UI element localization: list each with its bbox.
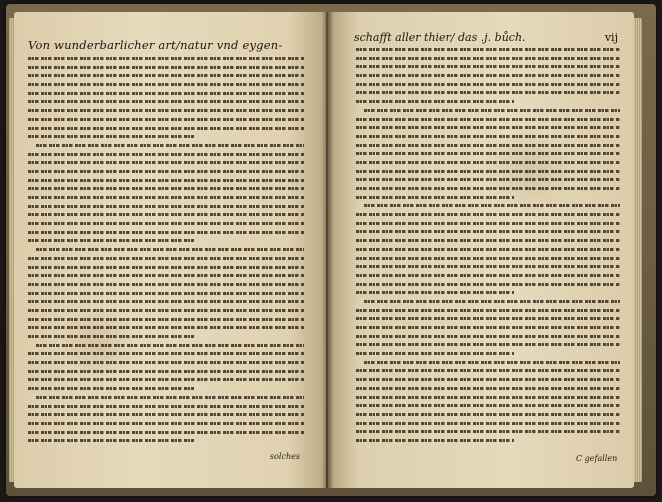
text-line-ink [356, 326, 620, 329]
text-line-ink [28, 274, 304, 277]
text-line [356, 71, 620, 80]
text-line [356, 227, 620, 236]
text-line-ink [28, 335, 194, 338]
text-line [28, 306, 304, 315]
text-line [28, 297, 304, 306]
text-line-ink [356, 135, 620, 138]
text-line-ink [356, 369, 620, 372]
text-line [28, 202, 304, 211]
text-line [356, 366, 620, 375]
text-line [28, 419, 304, 428]
text-line-ink [36, 344, 304, 347]
text-line-ink [356, 118, 620, 121]
text-line [28, 97, 304, 106]
text-line [356, 419, 620, 428]
text-line [28, 158, 304, 167]
text-line-ink [364, 109, 620, 112]
text-line-ink [356, 404, 620, 407]
text-line-ink [356, 239, 620, 242]
text-line-ink [356, 144, 620, 147]
text-line [356, 62, 620, 71]
text-line-ink [356, 291, 514, 294]
text-line-ink [356, 48, 620, 51]
right-running-head-text: schafft aller thier/ das .j. bůch. [354, 31, 526, 44]
text-line-ink [356, 387, 620, 390]
text-line [356, 384, 620, 393]
text-line [356, 175, 620, 184]
text-line-ink [364, 300, 620, 303]
text-line [356, 115, 620, 124]
text-line [356, 280, 620, 289]
text-line [356, 210, 620, 219]
text-line [356, 427, 620, 436]
folio-number: vij [604, 31, 618, 44]
text-line [356, 149, 620, 158]
text-line-ink [28, 422, 304, 425]
left-running-head: Von wunderbarlicher art/natur vnd eygen- [28, 38, 283, 52]
text-line [28, 236, 304, 245]
text-line-ink [356, 248, 620, 251]
text-line [28, 341, 304, 350]
text-line-ink [28, 161, 304, 164]
text-line-ink [356, 317, 620, 320]
text-line [28, 80, 304, 89]
text-line [28, 176, 304, 185]
text-line [356, 201, 620, 210]
text-line [356, 262, 620, 271]
text-line [28, 375, 304, 384]
text-line-ink [28, 187, 304, 190]
text-line-ink [28, 413, 304, 416]
text-line [356, 323, 620, 332]
text-line-ink [28, 109, 304, 112]
text-line [28, 393, 304, 402]
left-catchword: solches [270, 452, 300, 461]
text-line-ink [356, 413, 620, 416]
text-line [28, 132, 304, 141]
text-line [356, 97, 620, 106]
text-line [356, 236, 620, 245]
text-line [28, 106, 304, 115]
text-line [28, 315, 304, 324]
text-line-ink [356, 100, 514, 103]
text-line [28, 289, 304, 298]
text-line-ink [356, 83, 620, 86]
text-line-ink [28, 431, 304, 434]
text-line [28, 254, 304, 263]
text-line-ink [356, 213, 620, 216]
text-line-ink [36, 144, 304, 147]
text-line-ink [356, 161, 620, 164]
text-line [356, 167, 620, 176]
text-line-ink [356, 335, 620, 338]
text-line-ink [28, 231, 304, 234]
text-line-ink [28, 283, 304, 286]
text-line-ink [28, 92, 304, 95]
text-line [356, 375, 620, 384]
text-line-ink [28, 196, 304, 199]
text-line-ink [28, 118, 304, 121]
text-line [28, 428, 304, 437]
text-line [28, 219, 304, 228]
text-line-ink [28, 222, 304, 225]
text-line [356, 332, 620, 341]
text-line [356, 45, 620, 54]
text-line [356, 297, 620, 306]
right-page-edges [634, 18, 642, 482]
text-line [356, 54, 620, 63]
left-text-block [28, 54, 304, 446]
text-line [356, 349, 620, 358]
text-line [28, 124, 304, 133]
text-line [356, 80, 620, 89]
text-line-ink [356, 309, 620, 312]
text-line-ink [28, 57, 304, 60]
text-line-ink [356, 422, 620, 425]
text-line-ink [356, 126, 620, 129]
text-line [28, 150, 304, 159]
text-line-ink [356, 439, 514, 442]
text-line-ink [28, 439, 194, 442]
text-line-ink [28, 266, 304, 269]
text-line [28, 210, 304, 219]
text-line [356, 271, 620, 280]
text-line-ink [28, 309, 304, 312]
text-line [28, 193, 304, 202]
text-line [28, 184, 304, 193]
text-line [28, 167, 304, 176]
text-line-ink [364, 204, 620, 207]
text-line-ink [356, 187, 620, 190]
text-line-ink [28, 153, 304, 156]
text-line [356, 141, 620, 150]
text-line [28, 115, 304, 124]
text-line-ink [356, 396, 620, 399]
text-line-ink [356, 274, 620, 277]
text-line-ink [28, 83, 304, 86]
text-line-ink [36, 396, 304, 399]
text-line-ink [356, 170, 620, 173]
text-line-ink [36, 248, 304, 251]
text-line [28, 228, 304, 237]
text-line [356, 306, 620, 315]
right-catchword: C gefallen [576, 454, 618, 463]
text-line-ink [356, 265, 620, 268]
text-line-ink [28, 292, 304, 295]
text-line [28, 263, 304, 272]
text-line [356, 193, 620, 202]
text-line-ink [356, 91, 620, 94]
text-line [356, 245, 620, 254]
text-line-ink [28, 179, 304, 182]
text-line [356, 132, 620, 141]
text-line-ink [364, 361, 620, 364]
text-line-ink [28, 405, 304, 408]
text-line-ink [356, 74, 620, 77]
right-text-block [356, 45, 620, 449]
text-line-ink [356, 152, 620, 155]
text-line [28, 280, 304, 289]
text-line [356, 88, 620, 97]
book-gutter [322, 12, 334, 488]
text-line [28, 436, 304, 445]
text-line-ink [28, 74, 304, 77]
text-line [356, 436, 620, 445]
text-line [356, 106, 620, 115]
text-line [28, 349, 304, 358]
text-line [356, 158, 620, 167]
text-line [356, 314, 620, 323]
text-line [28, 63, 304, 72]
text-line-ink [356, 257, 620, 260]
text-line [356, 410, 620, 419]
text-line-ink [28, 257, 304, 260]
text-line-ink [356, 230, 620, 233]
text-line-ink [356, 65, 620, 68]
text-line [28, 358, 304, 367]
text-line-ink [356, 430, 620, 433]
text-line-ink [28, 205, 304, 208]
text-line [356, 288, 620, 297]
text-line-ink [356, 178, 620, 181]
right-running-head [354, 31, 618, 44]
text-line-ink [28, 352, 304, 355]
text-line-ink [28, 135, 194, 138]
text-line [28, 71, 304, 80]
text-line-ink [356, 57, 620, 60]
text-line [28, 89, 304, 98]
text-line [356, 358, 620, 367]
text-line-ink [28, 370, 304, 373]
text-line [356, 184, 620, 193]
text-line-ink [28, 300, 304, 303]
text-line [28, 410, 304, 419]
text-line-ink [28, 318, 304, 321]
text-line [28, 402, 304, 411]
text-line [28, 245, 304, 254]
text-line-ink [28, 239, 194, 242]
text-line-ink [28, 170, 304, 173]
text-line-ink [28, 326, 304, 329]
text-line [28, 367, 304, 376]
text-line-ink [28, 387, 194, 390]
text-line-ink [356, 378, 620, 381]
text-line [28, 141, 304, 150]
text-line-ink [28, 378, 304, 381]
text-line [28, 384, 304, 393]
text-line [356, 254, 620, 263]
text-line-ink [356, 343, 620, 346]
text-line-ink [356, 196, 514, 199]
text-line-ink [356, 283, 620, 286]
text-line [356, 401, 620, 410]
text-line-ink [356, 222, 620, 225]
text-line [356, 393, 620, 402]
text-line [356, 123, 620, 132]
text-line [356, 219, 620, 228]
text-line-ink [28, 100, 304, 103]
text-line-ink [28, 66, 304, 69]
text-line-ink [356, 352, 514, 355]
text-line [28, 332, 304, 341]
text-line-ink [28, 361, 304, 364]
text-line-ink [28, 213, 304, 216]
text-line [28, 323, 304, 332]
text-line-ink [28, 127, 304, 130]
text-line [28, 54, 304, 63]
text-line [356, 340, 620, 349]
text-line [28, 271, 304, 280]
